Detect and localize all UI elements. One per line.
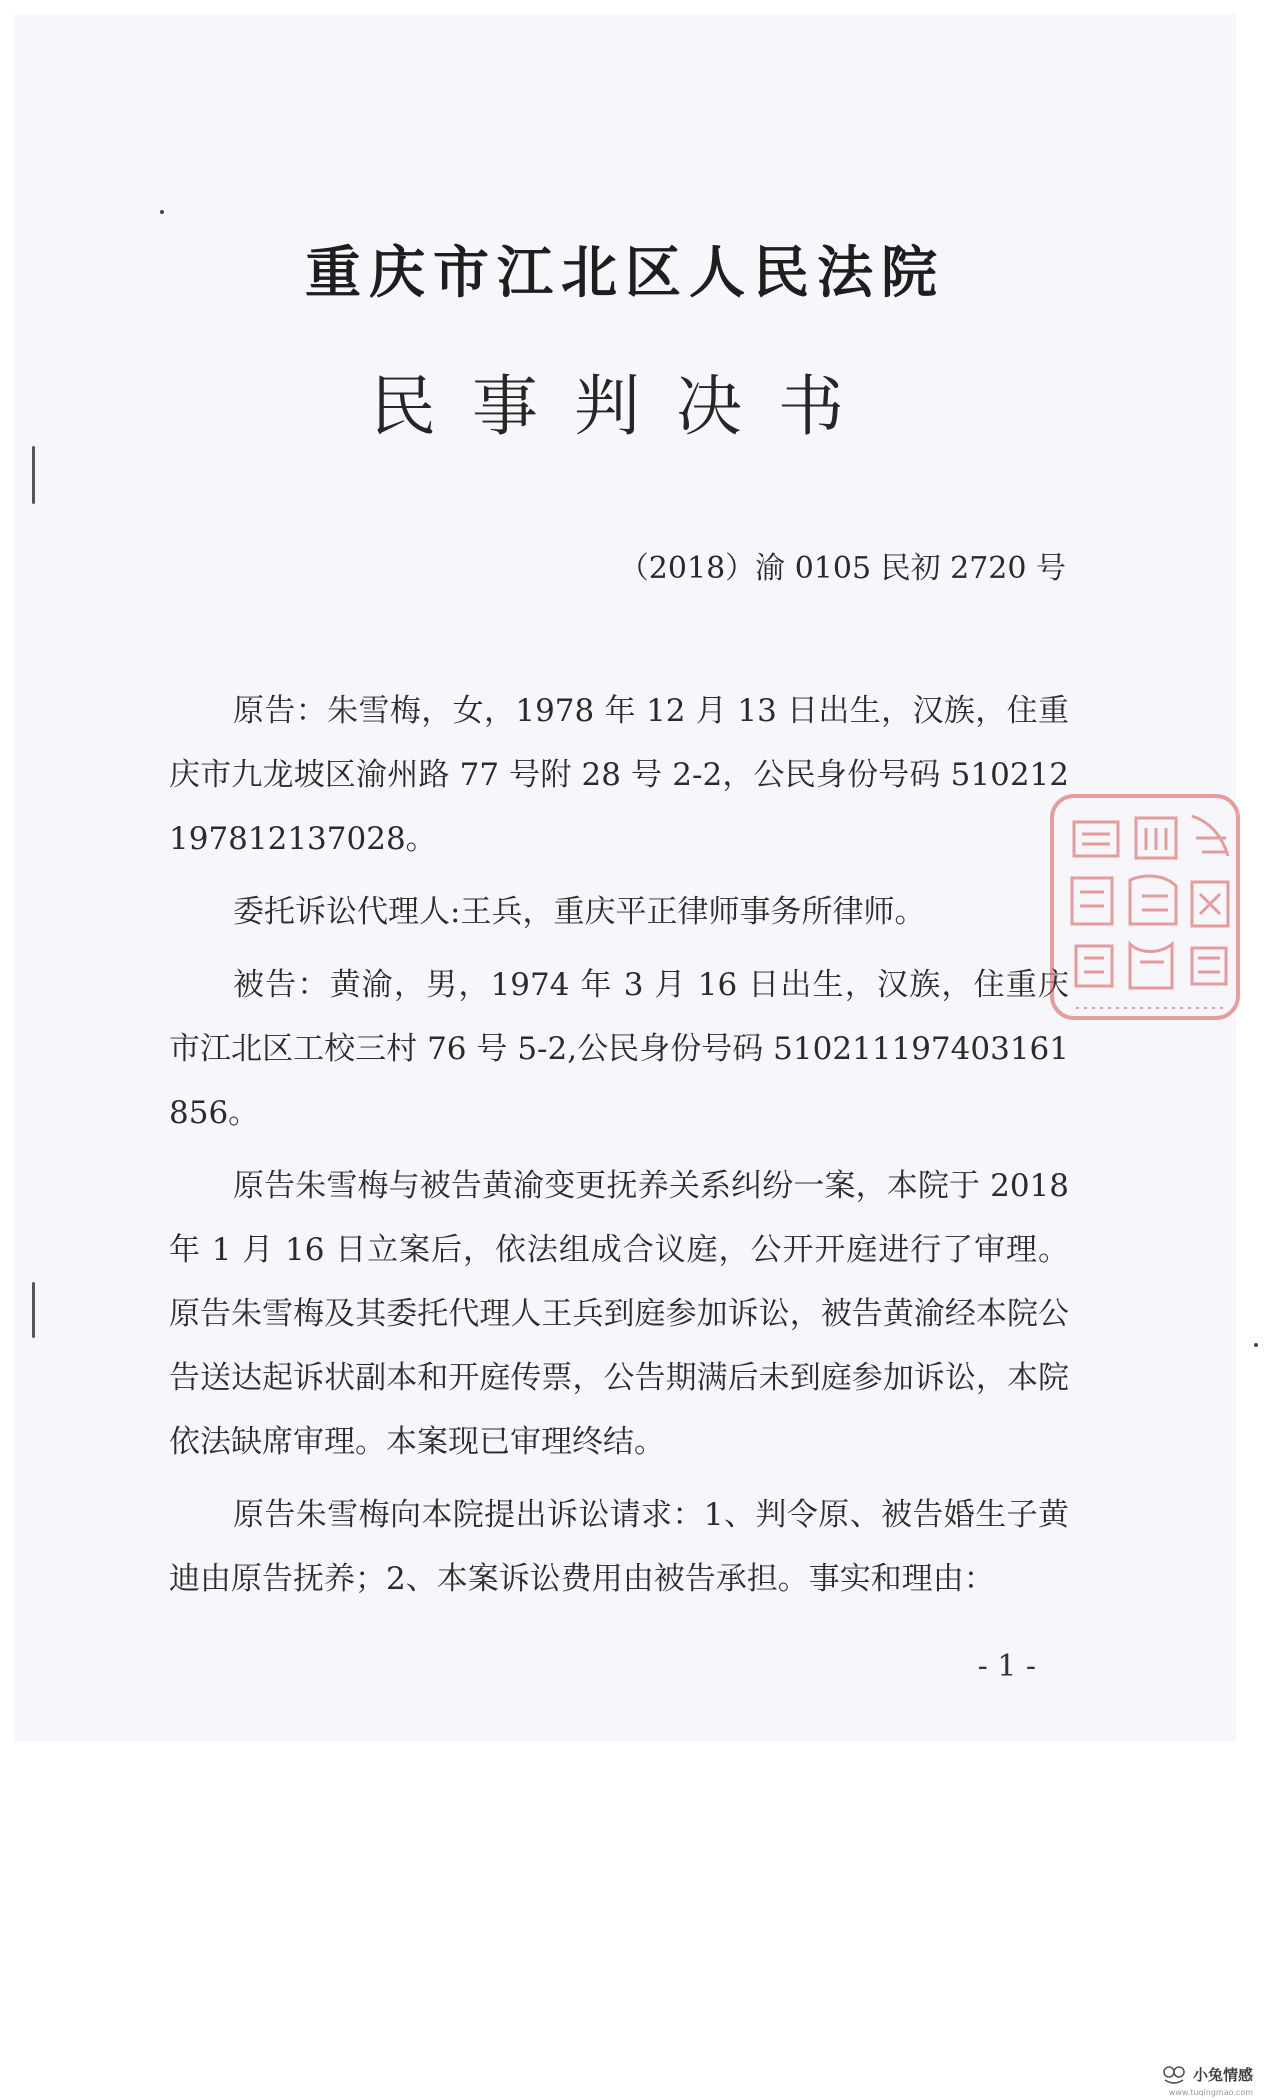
page-number: - 1 - xyxy=(977,1649,1036,1684)
judgment-body xyxy=(169,679,1069,1620)
watermark-url: www.tuqingmao.com xyxy=(1168,2088,1253,2097)
defendant-paragraph: 被告：黄渝，男，1974 年 3 月 16 日出生，汉族，住重庆市江北区工校三村 76 号 5-2,公民身份号码 510211197403161856。 xyxy=(169,967,1069,1131)
binding-mark xyxy=(32,1282,35,1338)
scanned-page xyxy=(14,14,1236,1742)
scan-speck xyxy=(160,210,164,214)
claims-paragraph: 原告朱雪梅向本院提出诉讼请求：1、判令原、被告婚生子黄迪由原告抚养；2、本案诉讼费用由被告承担。事实和理由： xyxy=(169,1497,1069,1597)
scan-speck xyxy=(1254,1343,1258,1347)
watermark-brand: 小兔情感 xyxy=(1192,2066,1253,2084)
court-seal-stamp xyxy=(1046,782,1246,1032)
document-type-heading: 民事判决书 xyxy=(370,368,880,445)
site-watermark xyxy=(1161,2064,1253,2085)
court-name-heading: 重庆市江北区人民法院 xyxy=(305,241,945,306)
plaintiff-paragraph: 原告：朱雪梅，女，1978 年 12 月 13 日出生，汉族，住重庆市九龙坡区渝州路 77 号附 28 号 2-2，公民身份号码 510212197812137028。 xyxy=(169,693,1069,857)
case-number: （2018）渝 0105 民初 2720 号 xyxy=(618,551,1066,586)
rabbit-logo-icon xyxy=(1161,2065,1187,2085)
agent-paragraph: 委托诉讼代理人:王兵，重庆平正律师事务所律师。 xyxy=(233,894,926,930)
binding-mark xyxy=(32,446,35,504)
case-procedure-paragraph: 原告朱雪梅与被告黄渝变更抚养关系纠纷一案，本院于 2018 年 1 月 16 日立案后，依法组成合议庭，公开开庭进行了审理。原告朱雪梅及其委托代理人王兵到庭参加诉讼，被告黄渝经本院公告送达起诉状副本和开庭传票，公告期满后未到庭参加诉讼，本院依法缺席审理。本案现已审理终结。 xyxy=(169,1168,1069,1460)
